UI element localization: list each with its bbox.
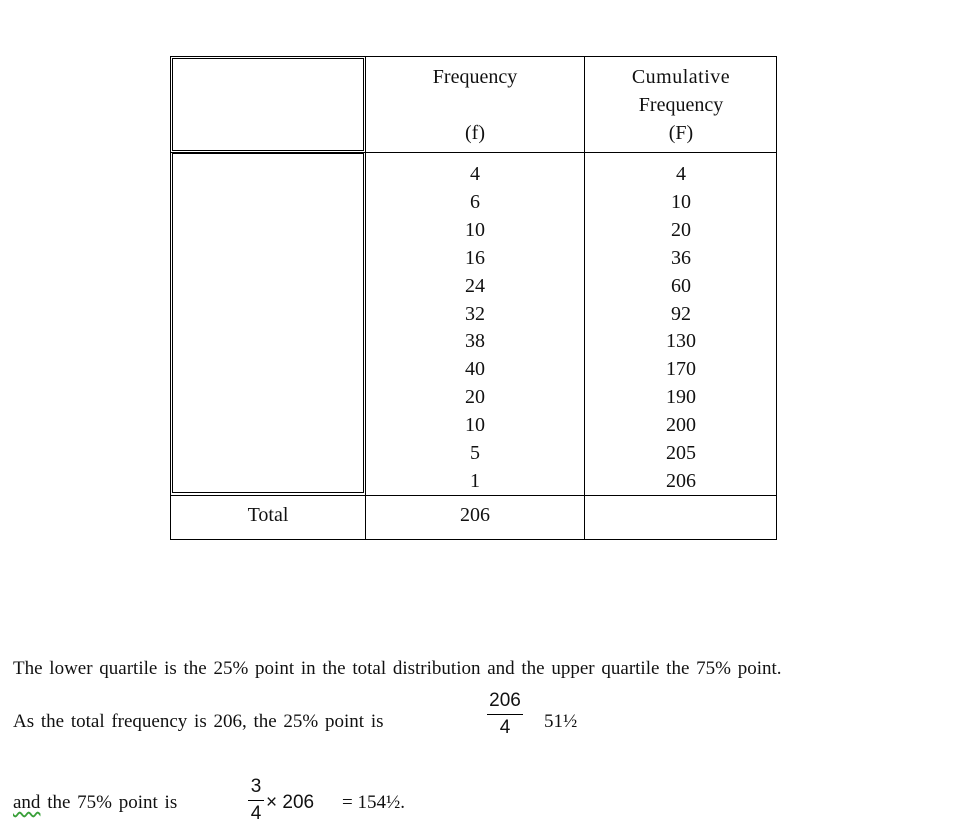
frequency-value: 38 bbox=[465, 330, 485, 353]
fraction-bar bbox=[487, 714, 523, 715]
frequency-value: 10 bbox=[465, 414, 485, 437]
lower-quartile-result: 51½ bbox=[544, 711, 578, 732]
upper-quartile-sentence bbox=[13, 792, 177, 814]
fraction-bar bbox=[248, 800, 264, 801]
cumulative-symbol-header: (F) bbox=[668, 122, 694, 144]
cumulative-column bbox=[585, 161, 777, 496]
cumulative-value: 20 bbox=[671, 218, 691, 241]
frequency-value: 5 bbox=[470, 442, 480, 465]
upper-quartile-result: = 154½. bbox=[342, 792, 405, 813]
cumulative-value: 36 bbox=[671, 246, 691, 269]
frequency-value: 4 bbox=[470, 163, 480, 185]
cumulative-value: 206 bbox=[666, 469, 696, 492]
lower-quartile-sentence: As the total frequency is 206, the 25% point is bbox=[13, 711, 384, 732]
quartile-explanation: The lower quartile is the 25% point in the total distribution and the upper quartile the 75% point. bbox=[13, 658, 782, 679]
frequency-value: 1 bbox=[470, 469, 480, 492]
frequency-value: 10 bbox=[465, 218, 485, 241]
multiplication-term: × 206 bbox=[266, 792, 315, 813]
cumulative-value: 130 bbox=[666, 330, 696, 353]
frequency-symbol-header: (f) bbox=[465, 122, 485, 144]
empty-header-cell bbox=[172, 58, 364, 151]
fraction-denominator: 4 bbox=[250, 803, 262, 824]
cumulative-value: 60 bbox=[671, 274, 691, 297]
cumulative-header-line1: Cumulative bbox=[631, 66, 731, 88]
frequency-value: 24 bbox=[465, 274, 485, 297]
fraction-numerator: 206 bbox=[489, 690, 521, 711]
upper-quartile-text: the 75% point is bbox=[47, 792, 178, 813]
cumulative-value: 4 bbox=[676, 163, 686, 185]
cumulative-value: 205 bbox=[666, 442, 696, 465]
fraction-numerator: 3 bbox=[250, 776, 262, 797]
frequency-value: 16 bbox=[465, 246, 485, 269]
cumulative-value: 200 bbox=[666, 414, 696, 437]
fraction-denominator: 4 bbox=[499, 717, 511, 738]
frequency-header: Frequency bbox=[432, 66, 518, 88]
cumulative-header-line2: Frequency bbox=[638, 94, 724, 116]
frequency-column bbox=[366, 161, 584, 496]
cumulative-value: 92 bbox=[671, 302, 691, 325]
cumulative-value: 170 bbox=[666, 358, 696, 381]
total-label: Total bbox=[247, 504, 289, 526]
empty-class-cell bbox=[172, 153, 364, 493]
frequency-value: 6 bbox=[470, 190, 480, 213]
lower-quartile-fraction bbox=[487, 690, 523, 739]
grammar-flagged-word: and bbox=[13, 792, 41, 813]
frequency-value: 40 bbox=[465, 358, 485, 381]
frequency-table bbox=[170, 56, 777, 540]
total-frequency: 206 bbox=[460, 504, 490, 526]
frequency-value: 32 bbox=[465, 302, 485, 325]
cumulative-value: 190 bbox=[666, 386, 696, 409]
upper-quartile-fraction bbox=[248, 776, 264, 825]
cumulative-value: 10 bbox=[671, 190, 691, 213]
frequency-value: 20 bbox=[465, 386, 485, 409]
